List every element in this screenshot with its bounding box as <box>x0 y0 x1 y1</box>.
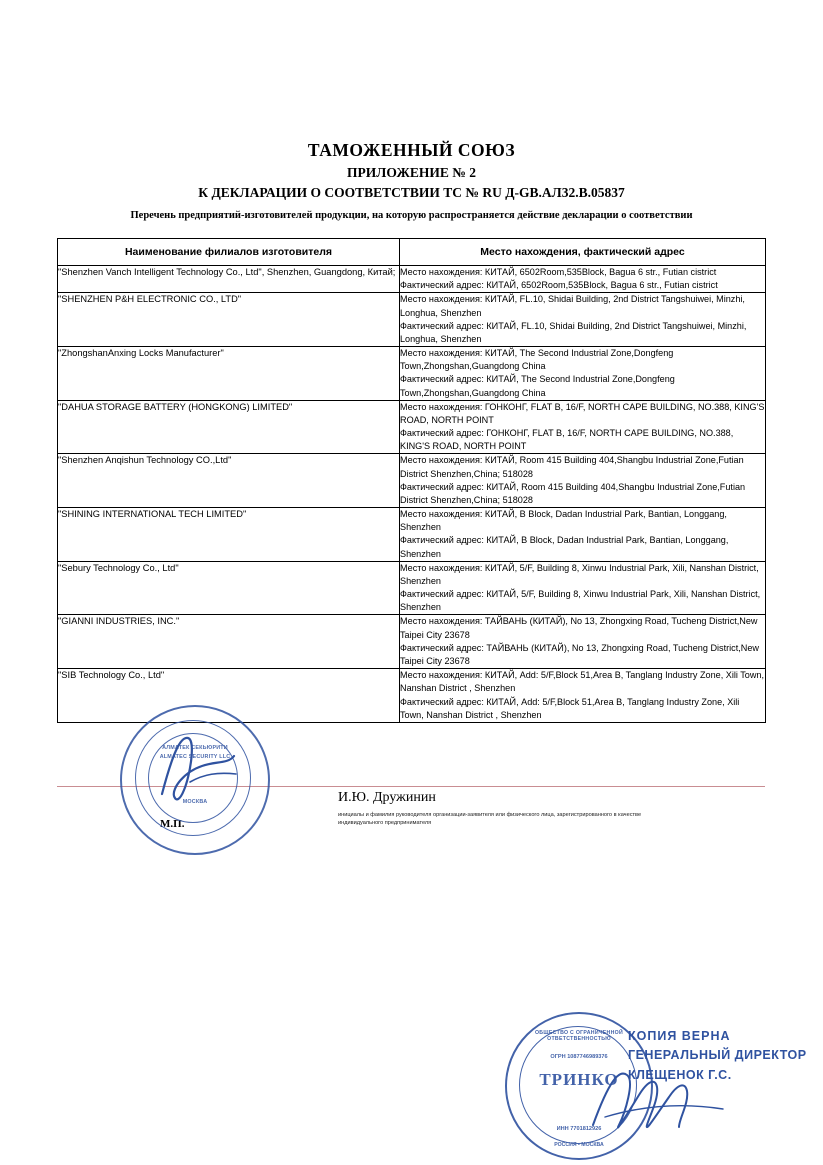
table-row <box>58 508 766 562</box>
declaration-reference: К ДЕКЛАРАЦИИ О СООТВЕТСТВИИ ТС № RU Д-GB.АЛ32.В.05837 <box>198 185 625 200</box>
document-header <box>0 140 823 223</box>
stamp-line-inn: ИНН 7701812926 <box>556 1126 602 1132</box>
cell-manufacturer-name: "SIB Technology Co., Ltd" <box>58 669 400 723</box>
column-header-address: Место нахождения, фактический адрес <box>400 239 766 266</box>
cell-manufacturer-name: "DAHUA STORAGE BATTERY (HONGKONG) LIMITED" <box>58 400 400 454</box>
table-row <box>58 400 766 454</box>
cell-address <box>400 615 766 669</box>
table-row <box>58 561 766 615</box>
actual-address: Фактический адрес: ТАЙВАНЬ (КИТАЙ), No 13, Zhongxing Road, Tucheng District,New Taipei City 23678 <box>400 642 759 666</box>
table-row <box>58 454 766 508</box>
stamp-line-company-name-en: ALMATEC SECURITY LLC <box>159 754 231 760</box>
copy-line-2: ГЕНЕРАЛЬНЫЙ ДИРЕКТОР <box>628 1048 807 1063</box>
manufacturers-table <box>57 238 766 723</box>
copy-certified-mark <box>628 1027 807 1085</box>
stamp-line-ogrn: ОГРН 1087746989376 <box>550 1054 608 1060</box>
appendix-number: ПРИЛОЖЕНИЕ № 2 <box>347 165 476 180</box>
page-title: ТАМОЖЕННЫЙ СОЮЗ <box>307 140 516 160</box>
actual-address: Фактический адрес: КИТАЙ, 6502Room,535Block, Bagua 6 str., Futian cistrict <box>400 280 718 291</box>
legal-address: Место нахождения: КИТАЙ, The Second Industrial Zone,Dongfeng Town,Zhongshan,Guangdong China <box>400 348 674 372</box>
stamp-line-city: МОСКВА <box>182 799 208 805</box>
actual-address: Фактический адрес: КИТАЙ, 5/F, Building 8, Xinwu Industrial Park, Xili, Nanshan District, Shenzhen <box>400 589 761 613</box>
cell-address <box>400 347 766 401</box>
table-header-row <box>58 239 766 266</box>
actual-address: Фактический адрес: ГОНКОНГ, FLAT B, 16/F, NORTH CAPE BUILDING, NO.388, KING'S ROAD, NORTH POINT <box>400 428 734 452</box>
column-header-name: Наименование филиалов изготовителя <box>58 239 400 266</box>
legal-address: Место нахождения: КИТАЙ, B Block, Dadan Industrial Park, Bantian, Longgang, Shenzhen <box>400 509 727 533</box>
cell-manufacturer-name: "GIANNI INDUSTRIES, INC." <box>58 615 400 669</box>
company-stamp-almatec <box>120 705 270 855</box>
header-note: Перечень предприятий-изготовителей продукции, на которую распространяется действие декларации о соответствии <box>130 210 693 221</box>
cell-address <box>400 266 766 293</box>
stamp-logo-text: ТРИНКО <box>539 1070 619 1089</box>
actual-address: Фактический адрес: КИТАЙ, Add: 5/F,Block 51,Area B, Tanglang Industry Zone, Xili Town, Nanshan District , Shenzhen <box>400 696 740 720</box>
signatory-caption: инициалы и фамилия руководителя организации-заявителя или физического лица, зарегистрированного в качестве индивидуального предпринимателя <box>338 812 642 827</box>
signatory-name: И.Ю. Дружинин <box>338 790 436 805</box>
legal-address: Место нахождения: КИТАЙ, 5/F, Building 8, Xinwu Industrial Park, Xili, Nanshan District, Shenzhen <box>400 562 759 586</box>
seal-place-label: М.П. <box>160 818 185 830</box>
manufacturers-table-wrapper <box>57 238 765 723</box>
table-row <box>58 266 766 293</box>
cell-manufacturer-name: "Shenzhen Anqishun Technology CO.,Ltd" <box>58 454 400 508</box>
table-row <box>58 615 766 669</box>
stamp-line-city: РОССИЯ • МОСКВА <box>554 1142 604 1148</box>
stamp-line-legal-form: ОБЩЕСТВО С ОГРАНИЧЕННОЙ ОТВЕТСТВЕННОСТЬЮ <box>534 1030 624 1042</box>
legal-address: Место нахождения: КИТАЙ, FL.10, Shidai Building, 2nd District Tangshuiwei, Minzhi, Longhua, Shenzhen <box>400 294 745 318</box>
legal-address: Место нахождения: КИТАЙ, Room 415 Building 404,Shangbu Industrial Zone,Futian District Shenzhen,China; 518028 <box>400 455 744 479</box>
signature-block <box>338 790 758 828</box>
cell-address <box>400 293 766 347</box>
cell-address <box>400 561 766 615</box>
actual-address: Фактический адрес: КИТАЙ, The Second Industrial Zone,Dongfeng Town,Zhongshan,Guangdong China <box>400 374 675 398</box>
stamp-line-company-name-ru: АЛМАТЕК СЕКЬЮРИТИ <box>162 745 228 751</box>
legal-address: Место нахождения: ТАЙВАНЬ (КИТАЙ), No 13, Zhongxing Road, Tucheng District,New Taipei City 23678 <box>400 616 758 640</box>
cell-manufacturer-name: "Sebury Technology Co., Ltd" <box>58 561 400 615</box>
copy-line-1: КОПИЯ ВЕРНА <box>628 1029 731 1043</box>
table-row <box>58 293 766 347</box>
legal-address: Место нахождения: КИТАЙ, Add: 5/F,Block 51,Area B, Tanglang Industry Zone, Xili Town, Nanshan District , Shenzhen <box>400 670 764 694</box>
cell-manufacturer-name: "SHINING INTERNATIONAL TECH LIMITED" <box>58 508 400 562</box>
legal-address: Место нахождения: ГОНКОНГ, FLAT B, 16/F, NORTH CAPE BUILDING, NO.388, KING'S ROAD, NORTH POINT <box>400 401 765 425</box>
cell-address <box>400 669 766 723</box>
cell-address <box>400 454 766 508</box>
legal-address: Место нахождения: КИТАЙ, 6502Room,535Block, Bagua 6 str., Futian cistrict <box>400 267 717 277</box>
cell-manufacturer-name: "SHENZHEN P&H ELECTRONIC CO., LTD" <box>58 293 400 347</box>
copy-line-3: КЛЕЩЕНОК Г.С. <box>628 1067 732 1082</box>
cell-manufacturer-name: "Shenzhen Vanch Intelligent Technology Co., Ltd", Shenzhen, Guangdong, Китай; <box>58 266 400 293</box>
actual-address: Фактический адрес: КИТАЙ, Room 415 Building 404,Shangbu Industrial Zone,Futian District Shenzhen,China; 518028 <box>400 481 746 505</box>
actual-address: Фактический адрес: КИТАЙ, FL.10, Shidai Building, 2nd District Tangshuiwei, Minzhi, Longhua, Shenzhen <box>400 320 747 344</box>
cell-manufacturer-name: "ZhongshanAnxing Locks Manufacturer" <box>58 347 400 401</box>
actual-address: Фактический адрес: КИТАЙ, B Block, Dadan Industrial Park, Bantian, Longgang, Shenzhen <box>400 535 729 559</box>
cell-address <box>400 508 766 562</box>
cell-address <box>400 400 766 454</box>
table-row <box>58 347 766 401</box>
